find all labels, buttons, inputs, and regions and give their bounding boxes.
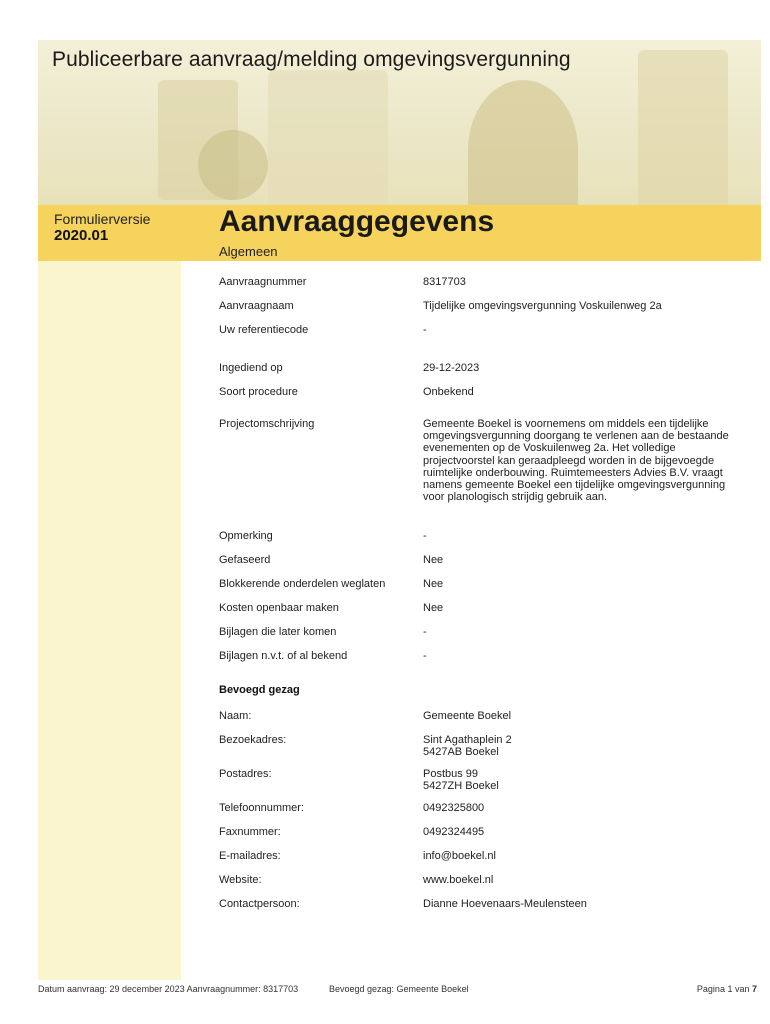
form-version-box — [38, 205, 181, 261]
page-total: 7 — [751, 984, 757, 994]
field-label: Aanvraagnummer — [219, 276, 307, 288]
field-label: Bezoekadres: — [219, 734, 287, 746]
field-value: 0492324495 — [423, 826, 485, 838]
field-value: 8317703 — [423, 276, 466, 288]
field-label: Soort procedure — [219, 386, 298, 398]
section-subtitle: Algemeen — [219, 244, 278, 259]
form-version-label: Formulierversie — [54, 211, 151, 227]
field-label: Blokkerende onderdelen weglaten — [219, 578, 386, 590]
field-value: www.boekel.nl — [423, 874, 494, 886]
left-sidebar — [38, 210, 181, 980]
field-value: Nee — [423, 602, 444, 614]
field-label: Contactpersoon: — [219, 898, 300, 910]
footer-request-info: Datum aanvraag: 29 december 2023 Aanvraagnummer: 8317703 — [38, 984, 299, 994]
field-value: Dianne Hoevenaars-Meulensteen — [423, 898, 587, 910]
field-value: - — [423, 650, 427, 662]
section-title: Aanvraaggegevens — [219, 205, 495, 238]
page-prefix: Pagina 1 van — [696, 984, 750, 994]
field-value: - — [423, 626, 427, 638]
field-label: Postadres: — [219, 768, 272, 780]
banner-photo-shape — [198, 130, 268, 200]
address-line: 5427AB Boekel — [423, 746, 499, 759]
bevoegd-gezag-heading: Bevoegd gezag — [219, 684, 300, 696]
banner-photo-shape — [638, 50, 728, 210]
field-label: Aanvraagnaam — [219, 300, 294, 312]
field-label: Ingediend op — [219, 362, 283, 374]
field-label: Uw referentiecode — [219, 324, 309, 336]
address-line: Sint Agathaplein 2 — [423, 734, 512, 746]
field-label: Faxnummer: — [219, 826, 281, 838]
field-label: Bijlagen die later komen — [219, 626, 337, 638]
field-label: Bijlagen n.v.t. of al bekend — [219, 650, 348, 662]
field-value: Gemeente Boekel — [423, 710, 512, 722]
field-value: Nee — [423, 554, 444, 566]
field-value: - — [423, 324, 427, 336]
field-label: Kosten openbaar maken — [219, 602, 339, 614]
field-label: E-mailadres: — [219, 850, 281, 862]
field-value: 29-12-2023 — [423, 362, 480, 374]
field-value: info@boekel.nl — [423, 850, 496, 862]
address-line: Postbus 99 — [423, 768, 479, 780]
document-title: Publiceerbare aanvraag/melding omgevingsvergunning — [52, 48, 571, 71]
field-value: Tijdelijke omgevingsvergunning Voskuilenweg 2a — [423, 300, 662, 312]
field-label: Naam: — [219, 710, 252, 722]
field-label: Telefoonnummer: — [219, 802, 304, 814]
field-label: Projectomschrijving — [219, 418, 315, 430]
field-label: Gefaseerd — [219, 554, 271, 566]
banner-photo-shape — [268, 70, 388, 210]
field-value: - — [423, 530, 427, 542]
field-value — [423, 768, 733, 792]
banner-photo-shape — [468, 80, 578, 210]
footer-page-number — [697, 984, 757, 994]
form-version-value: 2020.01 — [54, 227, 109, 244]
field-label: Website: — [219, 874, 262, 886]
field-value: 0492325800 — [423, 802, 485, 814]
field-value — [423, 734, 733, 758]
address-line: 5427ZH Boekel — [423, 780, 499, 793]
field-value: Nee — [423, 578, 444, 590]
field-label: Opmerking — [219, 530, 273, 542]
project-description: Gemeente Boekel is voornemens om middels een tijdelijke omgevingsvergunning doorgang te verlenen aan de bestaande evenementen op de Voskuilenweg 2a. Het volledige projectvoorstel kan geraadpleegd worden in de bijgevoegde ruimtelijke onderbouwing. Ruimtemeesters Advies B.V. vraagt namens gemeente Boekel een tijdelijke omgevingsvergunning voor planologisch strijdig gebruik aan. — [423, 418, 729, 504]
footer-authority: Bevoegd gezag: Gemeente Boekel — [329, 984, 469, 994]
field-value: Onbekend — [423, 386, 474, 398]
